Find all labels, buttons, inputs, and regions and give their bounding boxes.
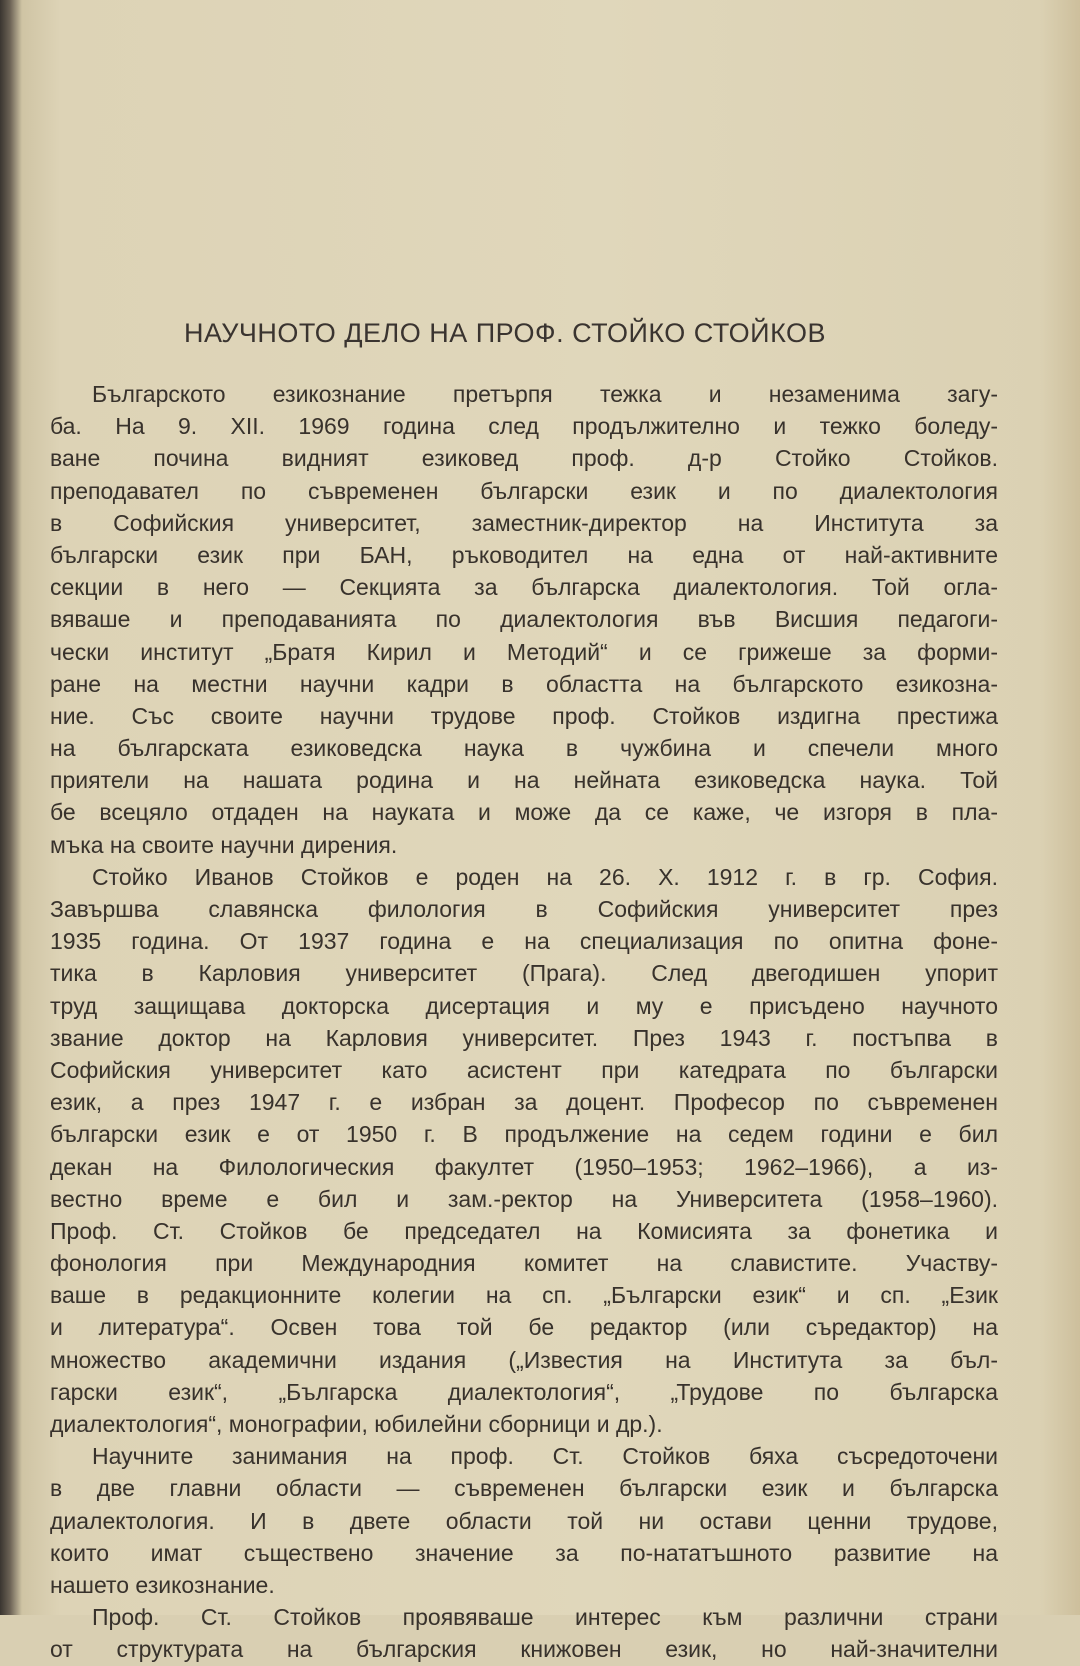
- text-line: бе всецяло отдаден на науката и може да се каже, че изгоря в пла-: [50, 799, 998, 826]
- text-line: Проф. Ст. Стойков проявяваше интерес към различни страни: [92, 1604, 998, 1631]
- text-line: Стойко Иванов Стойков е роден на 26. X. 1912 г. в гр. София.: [92, 863, 998, 890]
- text-line: секции в него — Секцията за българска диалектология. Той огла-: [50, 574, 998, 601]
- text-line: език, а през 1947 г. е избран за доцент. Професор по съвременен: [50, 1089, 998, 1116]
- paragraph: [50, 861, 998, 1440]
- article-body: [50, 378, 998, 1666]
- text-line: Софийския университет като асистент при катедрата по български: [50, 1056, 998, 1083]
- text-line: приятели на нашата родина и на нейната езиковедска наука. Той: [50, 767, 998, 794]
- text-line: на българската езиковедска наука в чужбина и спечели много: [50, 735, 998, 762]
- text-line: в Софийския университет, заместник-директор на Института за: [50, 509, 998, 536]
- text-line: труд защищава докторска дисертация и му е присъдено научното: [50, 992, 998, 1019]
- text-line: звание доктор на Карловия университет. През 1943 г. постъпва в: [50, 1024, 998, 1051]
- text-line: ба. На 9. XII. 1969 година след продължително и тежко боледу-: [50, 413, 998, 440]
- text-line: вестно време е бил и зам.-ректор на Университета (1958–1960).: [50, 1185, 998, 1212]
- text-line: ване почина видният езиковед проф. д-р Стойко Стойков.: [50, 445, 998, 472]
- text-line: чески институт „Братя Кирил и Методий“ и се грижеше за форми-: [50, 638, 998, 665]
- text-line: декан на Филологическия факултет (1950–1953; 1962–1966), а из-: [50, 1153, 998, 1180]
- text-line: български език при БАН, ръководител на една от най-активните: [50, 541, 998, 568]
- text-line: в две главни области — съвременен български език и българска: [50, 1475, 998, 1502]
- text-line: ране на местни научни кадри в областта на българското езикозна-: [50, 670, 998, 697]
- text-line: Научните занимания на проф. Ст. Стойков бяха съсредоточени: [92, 1443, 998, 1470]
- paragraph: [50, 1440, 998, 1601]
- text-line: множество академични издания („Известия на Института за бъл-: [50, 1346, 998, 1373]
- text-line: нашето езикознание.: [50, 1571, 275, 1598]
- text-line: диалектология“, монографии, юбилейни сборници и др.).: [50, 1411, 663, 1437]
- text-line: които имат съществено значение за по-нататъшното развитие на: [50, 1539, 998, 1566]
- text-line: 1935 година. От 1937 година е на специализация по опитна фоне-: [50, 928, 998, 955]
- text-line: Българското езикознание претърпя тежка и незаменима загу-: [92, 381, 998, 407]
- text-line: преподавател по съвременен български език и по диалектология: [50, 477, 998, 504]
- text-line: тика в Карловия университет (Прага). След двегодишен упорит: [50, 960, 998, 987]
- text-line: ние. Със своите научни трудове проф. Стойков издигна престижа: [50, 702, 998, 729]
- text-line: вяваше и преподаванията по диалектология във Висшия педагоги-: [50, 606, 998, 633]
- text-line: български език е от 1950 г. В продължение на седем години е бил: [50, 1121, 998, 1148]
- article-title: НАУЧНОТО ДЕЛО НА ПРОФ. СТОЙКО СТОЙКОВ: [183, 318, 827, 348]
- text-line: ваше в редакционните колегии на сп. „Български език“ и сп. „Език: [50, 1282, 998, 1309]
- text-line: и литература“. Освен това той бе редактор (или съредактор) на: [50, 1314, 998, 1341]
- text-line: мъка на своите научни дирения.: [50, 831, 398, 858]
- text-line: фонология при Международния комитет на славистите. Участву-: [50, 1250, 998, 1277]
- paragraph: [50, 378, 998, 861]
- text-line: от структурата на българския книжовен език, но най-значителни: [50, 1636, 998, 1663]
- text-line: Проф. Ст. Стойков бе председател на Комисията за фонетика и: [50, 1217, 998, 1244]
- text-line: гарски език“, „Българска диалектология“, „Трудове по българска: [50, 1378, 998, 1405]
- text-line: диалектология. И в двете области той ни остави ценни трудове,: [50, 1507, 998, 1534]
- paragraph: [50, 1601, 998, 1665]
- text-line: Завършва славянска филология в Софийския университет през: [50, 896, 998, 922]
